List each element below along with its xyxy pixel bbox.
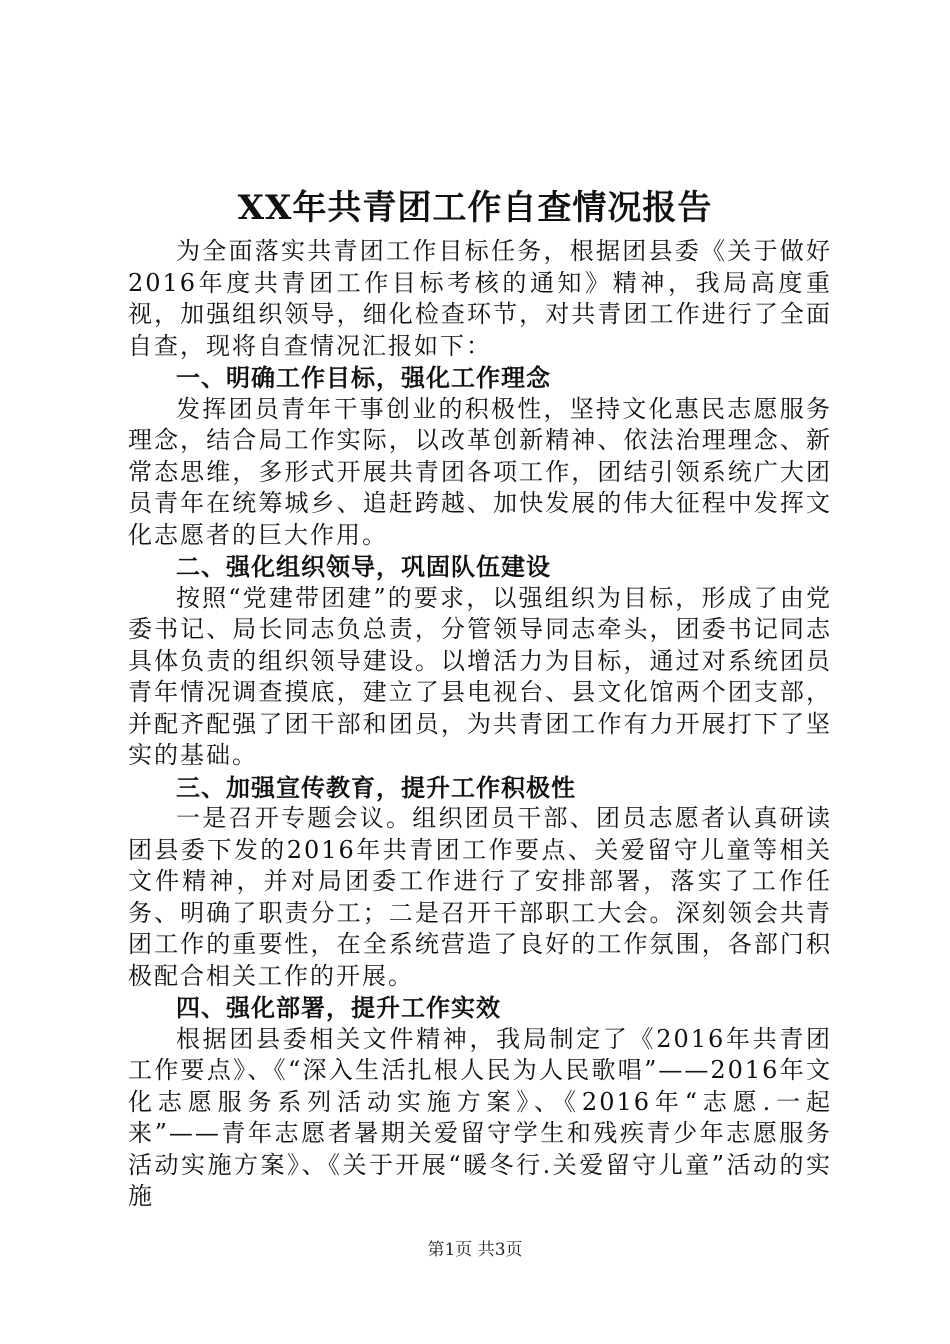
- section-2-paragraph: 按照“党建带团建”的要求，以强组织为目标，形成了由党委书记、局长同志负总责，分管领导同志牵头，团委书记同志具体负责的组织领导建设。以增活力为目标，通过对系统团员青年情况调查摸底，建立了县电视台、县文化馆两个团支部，并配齐配强了团干部和团员，为共青团工作有力开展打下了坚实的基础。: [128, 583, 832, 769]
- section-heading-4: 四、强化部署，提升工作实效: [176, 993, 501, 1022]
- section-4-paragraph: 根据团县委相关文件精神，我局制定了《2016年共青团工作要点》、《“深入生活扎根人民为人民歌唱”——2016年文化志愿服务系列活动实施方案》、《2016年“志愿.一起来”——青年志愿者暑期关爱留守学生和残疾青少年志愿服务活动实施方案》、《关于开展“暖冬行.关爱留守儿童”活动的实施: [128, 1024, 832, 1210]
- section-heading-1: 一、明确工作目标，强化工作理念: [176, 363, 551, 392]
- page-footer: 第1页 共3页: [427, 1240, 523, 1260]
- document-title: XX年共青团工作自查情况报告: [237, 188, 713, 228]
- section-3-paragraph: 一是召开专题会议。组织团员干部、团员志愿者认真研读团县委下发的2016年共青团工作要点、关爱留守儿童等相关文件精神，并对局团委工作进行了安排部署，落实了工作任务、明确了职责分工；二是召开干部职工大会。深刻领会共青团工作的重要性，在全系统营造了良好的工作氛围，各部门积极配合相关工作的开展。: [128, 804, 832, 990]
- intro-paragraph: 为全面落实共青团工作目标任务，根据团县委《关于做好2016年度共青团工作目标考核的通知》精神，我局高度重视，加强组织领导，细化检查环节，对共青团工作进行了全面自查，现将自查情况汇报如下：: [128, 237, 832, 360]
- section-heading-3: 三、加强宣传教育，提升工作积极性: [176, 772, 576, 802]
- section-heading-2: 二、强化组织领导，巩固队伍建设: [176, 552, 551, 581]
- document-body: [128, 236, 832, 1213]
- section-1-paragraph: 发挥团员青年干事创业的积极性，坚持文化惠民志愿服务理念，结合局工作实际，以改革创新精神、依法治理理念、新常态思维，多形式开展共青团各项工作，团结引领系统广大团员青年在统筹城乡、追赶跨越、加快发展的伟大征程中发挥文化志愿者的巨大作用。: [128, 394, 832, 549]
